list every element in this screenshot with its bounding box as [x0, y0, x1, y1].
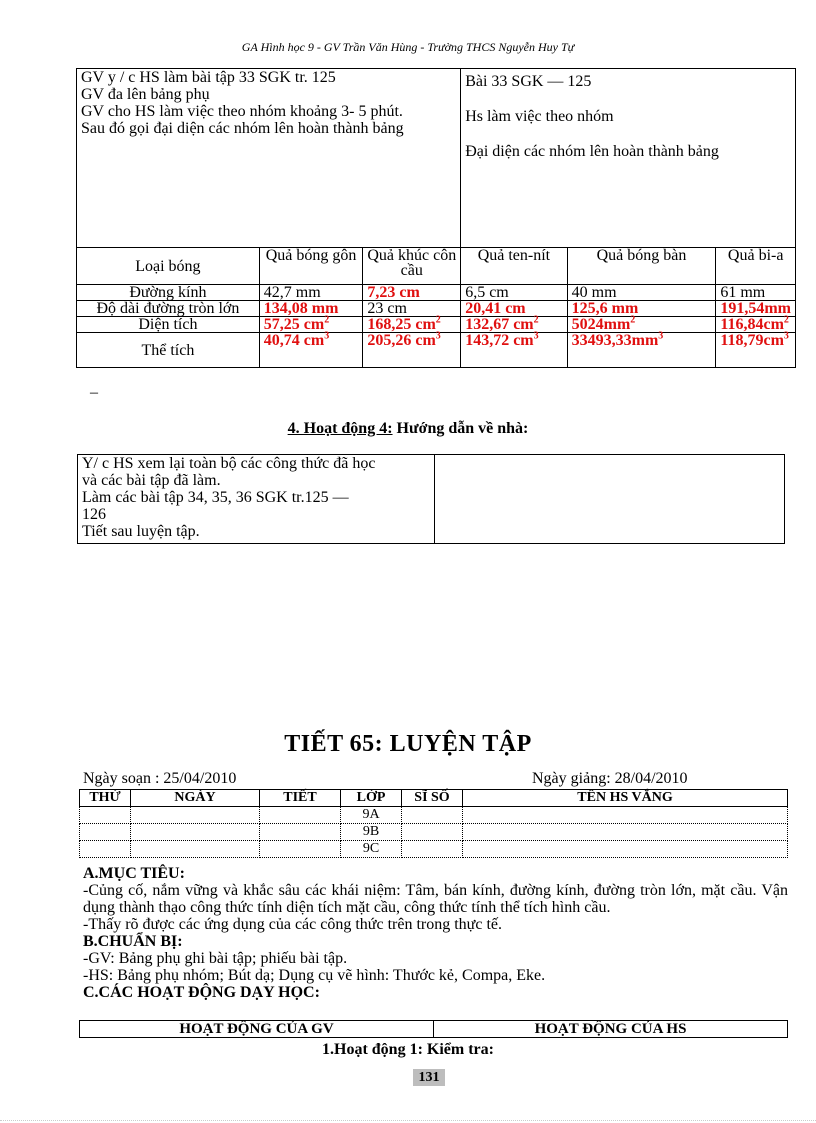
section-b-title: B.CHUẨN BỊ: — [83, 933, 183, 950]
col-header: NGÀY — [131, 790, 260, 807]
activity4-heading — [0, 420, 816, 438]
student-line: Bài 33 SGK — 125 — [465, 73, 592, 90]
value-cell: $118,79cm^3$ — [716, 333, 796, 368]
row-label: Thể tích — [77, 333, 260, 368]
row-label: Độ dài đường tròn lớn — [77, 301, 260, 317]
date-prepared: Ngày soạn : 25/04/2010 — [83, 770, 237, 787]
value-cell: 132,67 $cm^2$ — [461, 317, 567, 333]
page-number: 131 — [413, 1069, 445, 1086]
col-header: LỚP — [341, 790, 402, 807]
row-label: Diện tích — [77, 317, 260, 333]
objective-line: -Củng cố, nắm vững và khắc sâu các khái niệm: Tâm, bán kính, đường kính, đường tròn lớn, mặt cầu. Vận dụng thành thạo công thức tính diện tích mặt cầu, công thức tính thể tích hình cầu. — [83, 882, 788, 916]
value-cell: 205,26 $cm^3$ — [363, 333, 461, 368]
value-cell: 40 mm — [567, 285, 716, 301]
col-header: SĨ SỐ — [402, 790, 463, 807]
value-cell: 61 mm — [716, 285, 796, 301]
teacher-activity-cell — [77, 69, 461, 248]
section-a-title: A.MỤC TIÊU: — [83, 865, 185, 882]
dash-mark: – — [90, 384, 98, 401]
teacher-column-header: HOẠT ĐỘNG CỦA GV — [80, 1021, 434, 1038]
preparation-line: -HS: Bảng phụ nhóm; Bút dạ; Dụng cụ vẽ hình: Thước kẻ, Compa, Eke. — [83, 967, 546, 984]
value-cell: 23 cm — [363, 301, 461, 317]
homework-table — [77, 454, 785, 544]
page-bottom-rule — [0, 1120, 816, 1121]
student-line: Hs làm việc theo nhóm — [465, 108, 614, 125]
lesson-body — [83, 865, 788, 1001]
col-header: TIẾT — [260, 790, 341, 807]
value-cell: 40,74 $cm^3$ — [259, 333, 363, 368]
homework-line: 126 — [82, 506, 106, 523]
header-cell: Quả khúc côn cầu — [363, 248, 461, 285]
activity1-heading: 1.Hoạt động 1: Kiểm tra: — [322, 1041, 494, 1058]
value-cell: 42,7 mm — [259, 285, 363, 301]
section-c-title: C.CÁC HOẠT ĐỘNG DẠY HỌC: — [83, 984, 320, 1001]
teacher-line: Sau đó gọi đại diện các nhóm lên hoàn thành bảng — [81, 120, 404, 137]
homework-line: Làm các bài tập 34, 35, 36 SGK tr.125 — — [82, 489, 349, 506]
homework-cell — [78, 455, 435, 544]
teacher-line: GV cho HS làm việc theo nhóm khoảng 3- 5 phút. — [81, 103, 403, 120]
student-activity-cell — [461, 69, 796, 248]
value-cell: 143,72 $cm^3$ — [461, 333, 567, 368]
header-cell: Quả bóng bàn — [567, 248, 716, 285]
homework-line: Y/ c HS xem lại toàn bộ các công thức đã học — [82, 455, 376, 472]
class-name: 9A — [341, 807, 402, 824]
homework-line: Tiết sau luyện tập. — [82, 523, 200, 540]
class-name: 9C — [341, 841, 402, 858]
value-cell: $5024mm^2$ — [567, 317, 716, 333]
col-header: THỨ — [80, 790, 131, 807]
header-cell: Quả ten-nít — [461, 248, 567, 285]
value-cell: 134,08 mm — [259, 301, 363, 317]
homework-empty-cell — [435, 455, 785, 544]
value-cell: 7,23 cm — [363, 285, 461, 301]
class-table — [79, 789, 788, 858]
value-cell: 20,41 cm — [461, 301, 567, 317]
page-header: GA Hình học 9 - GV Trần Văn Hùng - Trường THCS Nguyễn Huy Tự — [241, 40, 575, 54]
date-taught: Ngày giảng: 28/04/2010 — [532, 770, 688, 787]
activity4-prefix: 4. Hoạt động 4: — [287, 420, 393, 437]
student-column-header: HOẠT ĐỘNG CỦA HS — [434, 1021, 788, 1038]
teacher-line: GV đa lên bảng phụ — [81, 86, 210, 103]
value-cell: 57,25 $cm^2$ — [259, 317, 363, 333]
lesson-title: TIẾT 65: LUYỆN TẬP — [284, 731, 532, 757]
value-cell: $33493,33mm^3$ — [567, 333, 716, 368]
activity4-text: Hướng dẫn về nhà: — [392, 420, 529, 437]
dates-row — [83, 770, 718, 788]
class-name: 9B — [341, 824, 402, 841]
teaching-activity-table — [79, 1020, 788, 1038]
value-cell: $116,84cm^2$ — [716, 317, 796, 333]
value-cell: 125,6 mm — [567, 301, 716, 317]
header-cell: Quả bi-a — [716, 248, 796, 285]
value-cell: 6,5 cm — [461, 285, 567, 301]
header-cell: Loại bóng — [77, 248, 260, 285]
preparation-line: -GV: Bảng phụ ghi bài tập; phiếu bài tập. — [83, 950, 348, 967]
exercise-table — [76, 68, 796, 368]
homework-line: và các bài tập đã làm. — [82, 472, 221, 489]
student-line: Đại diện các nhóm lên hoàn thành bảng — [465, 143, 719, 160]
value-cell: 168,25 $cm^2$ — [363, 317, 461, 333]
col-header: TÊN HS VẮNG — [463, 790, 788, 807]
header-cell: Quả bóng gôn — [259, 248, 363, 285]
teacher-line: GV y / c HS làm bài tập 33 SGK tr. 125 — [81, 69, 336, 86]
row-label: Đường kính — [77, 285, 260, 301]
value-cell: 191,54mm — [716, 301, 796, 317]
objective-line: -Thấy rõ được các ứng dụng của các công thức trên trong thực tế. — [83, 916, 502, 933]
